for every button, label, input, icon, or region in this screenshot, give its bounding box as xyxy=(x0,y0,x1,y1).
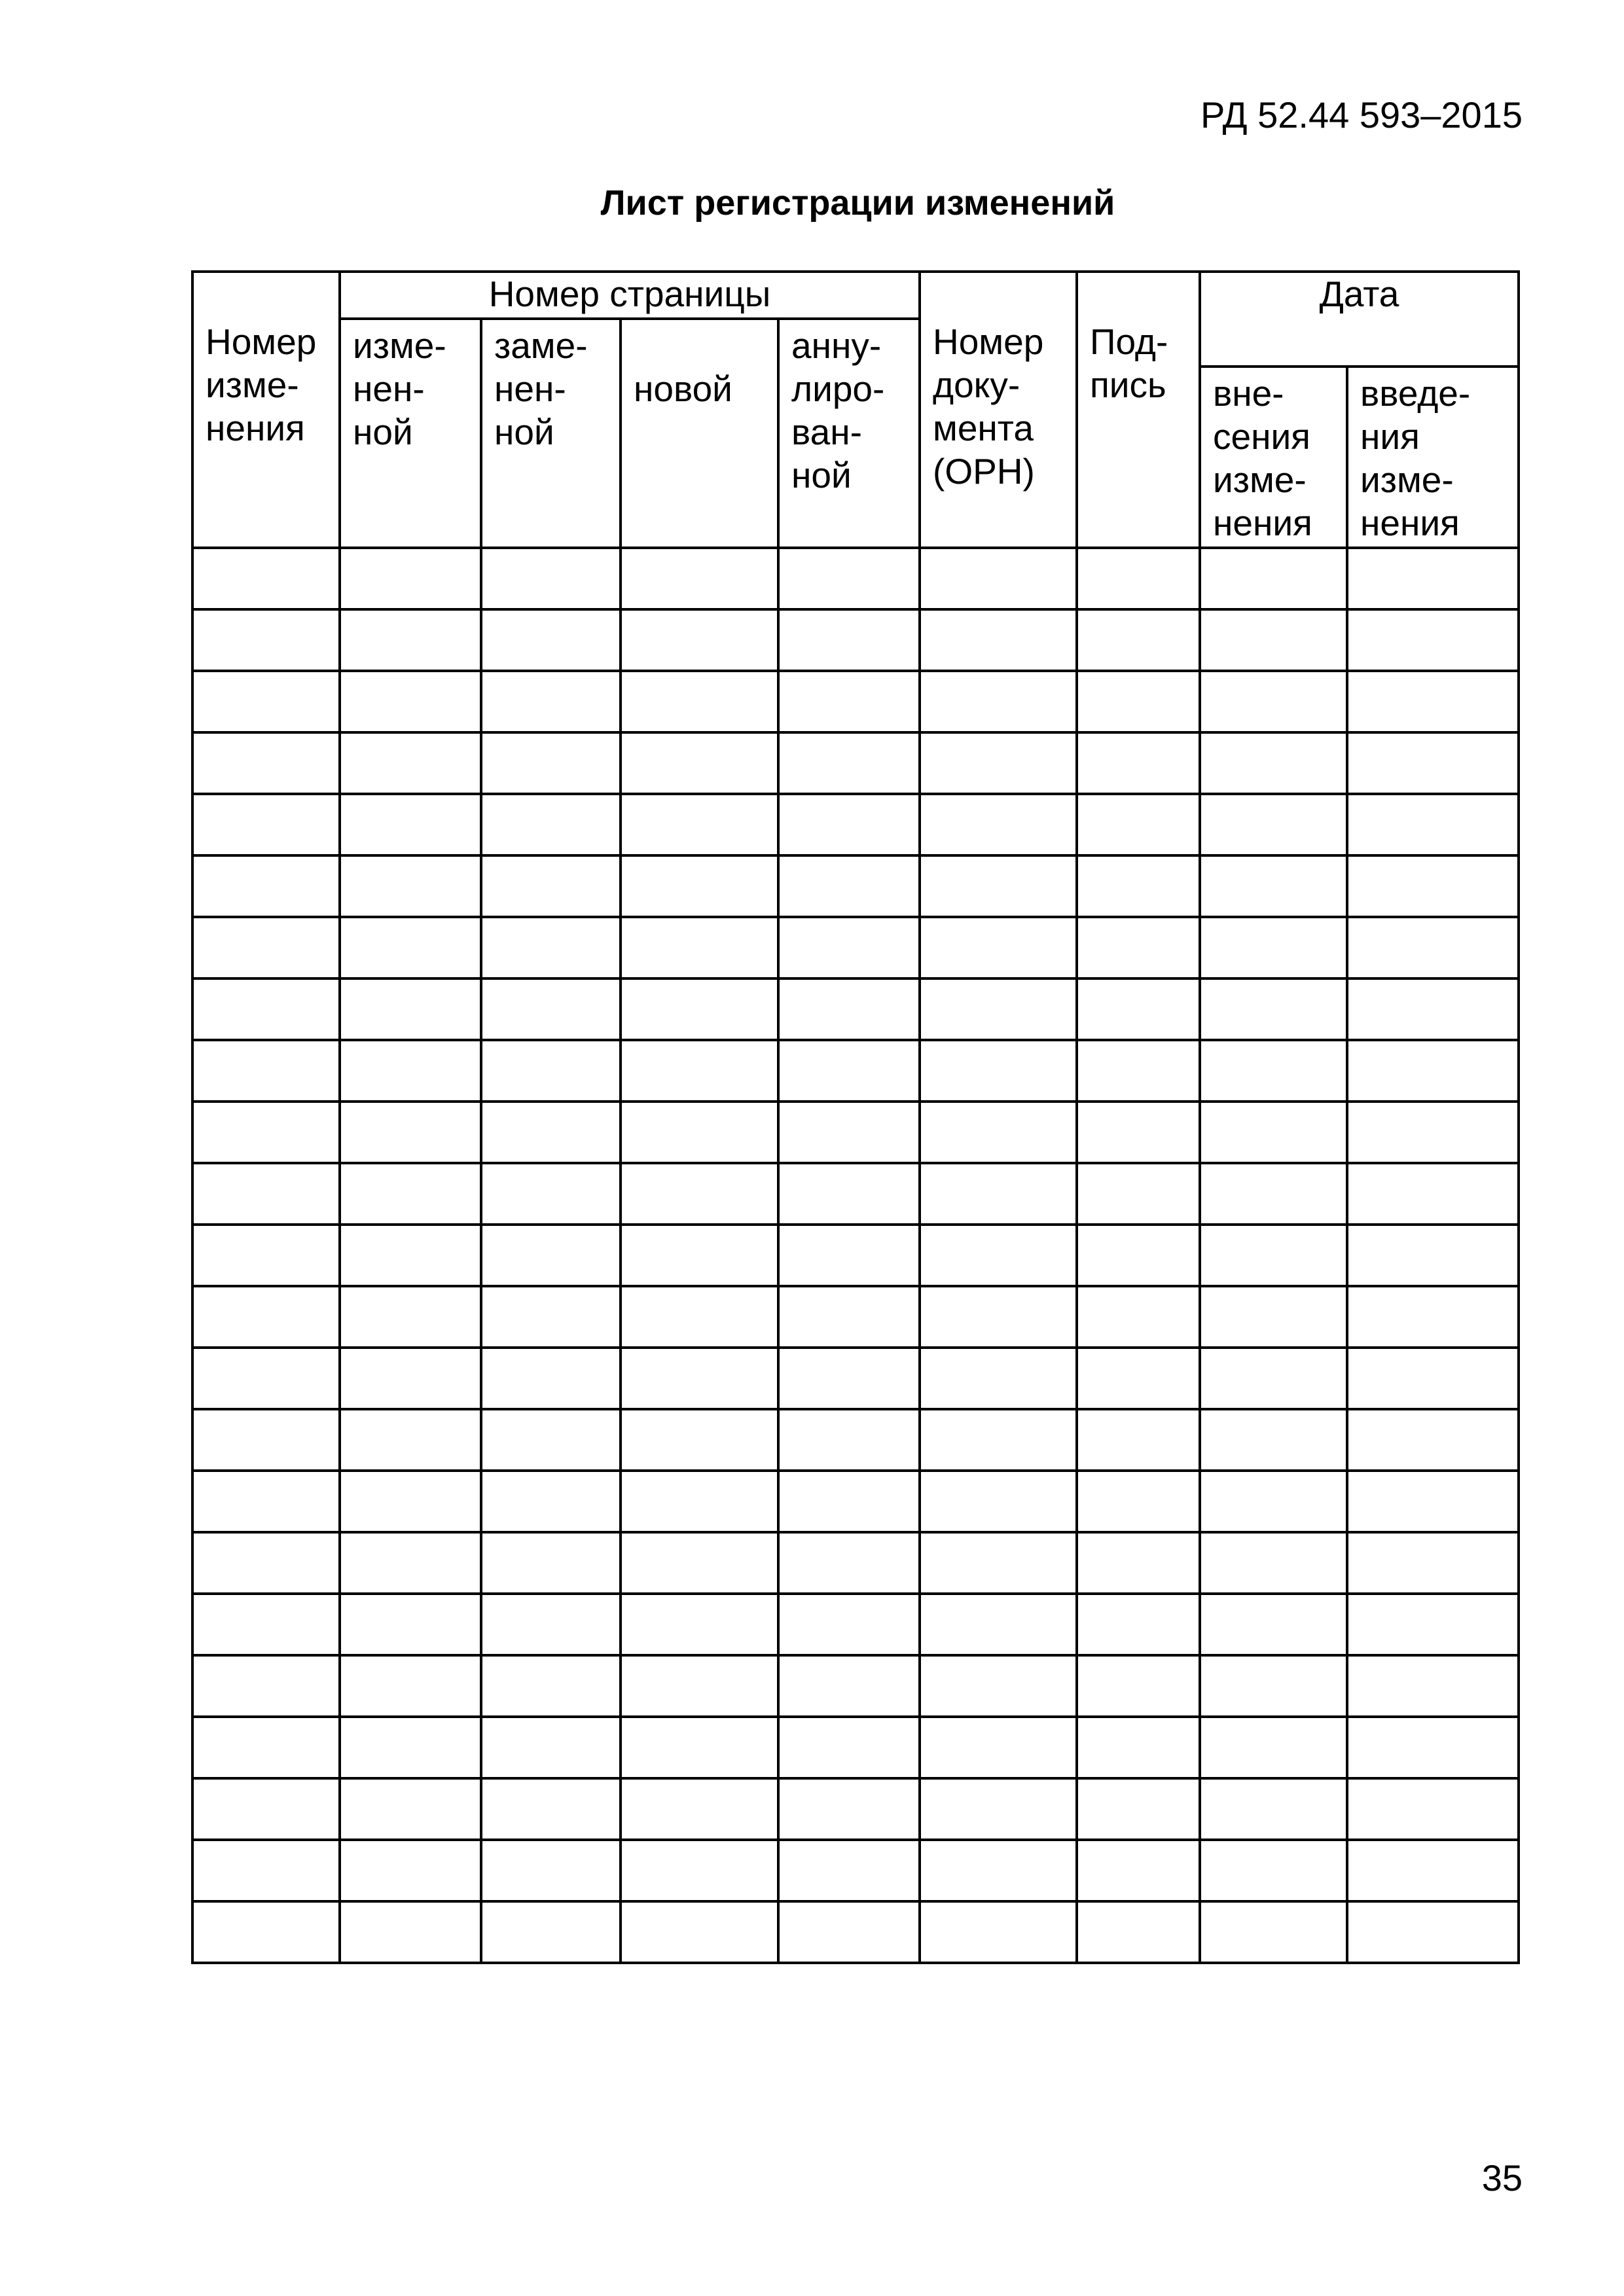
cell-date-effective xyxy=(1347,1040,1519,1102)
cell-change-number xyxy=(192,855,340,917)
cell-document-number xyxy=(920,1471,1077,1532)
cell-date-effective xyxy=(1347,671,1519,732)
cell-document-number xyxy=(920,1840,1077,1901)
cell-page-new xyxy=(621,1594,778,1655)
cell-page-new xyxy=(621,1409,778,1471)
cell-document-number xyxy=(920,917,1077,978)
cell-page-annulled xyxy=(778,609,920,671)
cell-change-number xyxy=(192,671,340,732)
cell-page-annulled xyxy=(778,1655,920,1717)
cell-page-replaced xyxy=(481,1594,621,1655)
cell-page-new xyxy=(621,1655,778,1717)
table-row xyxy=(192,1840,1519,1901)
header-date-entry: вне- сения изме- нения xyxy=(1200,367,1347,548)
cell-page-replaced xyxy=(481,1040,621,1102)
cell-signature xyxy=(1077,1163,1200,1225)
cell-signature xyxy=(1077,1286,1200,1348)
table-row xyxy=(192,732,1519,794)
cell-document-number xyxy=(920,1778,1077,1840)
cell-page-annulled xyxy=(778,548,920,609)
table-row xyxy=(192,917,1519,978)
cell-signature xyxy=(1077,1102,1200,1163)
cell-date-entry xyxy=(1200,1471,1347,1532)
cell-date-effective xyxy=(1347,1102,1519,1163)
cell-page-changed xyxy=(340,1655,481,1717)
cell-change-number xyxy=(192,1840,340,1901)
cell-page-annulled xyxy=(778,1348,920,1409)
cell-signature xyxy=(1077,794,1200,855)
cell-date-effective xyxy=(1347,794,1519,855)
cell-document-number xyxy=(920,1348,1077,1409)
cell-change-number xyxy=(192,1655,340,1717)
table-row xyxy=(192,1778,1519,1840)
cell-page-replaced xyxy=(481,1717,621,1778)
cell-page-new xyxy=(621,1040,778,1102)
cell-page-changed xyxy=(340,1532,481,1594)
cell-document-number xyxy=(920,1594,1077,1655)
cell-date-entry xyxy=(1200,609,1347,671)
cell-page-changed xyxy=(340,794,481,855)
header-page-annulled: анну- лиро- ван- ной xyxy=(778,319,920,548)
cell-date-effective xyxy=(1347,855,1519,917)
cell-date-entry xyxy=(1200,732,1347,794)
cell-page-replaced xyxy=(481,1348,621,1409)
cell-document-number xyxy=(920,1102,1077,1163)
table-row xyxy=(192,1717,1519,1778)
cell-signature xyxy=(1077,1901,1200,1963)
cell-page-new xyxy=(621,1717,778,1778)
cell-change-number xyxy=(192,732,340,794)
cell-page-annulled xyxy=(778,1040,920,1102)
cell-page-new xyxy=(621,855,778,917)
cell-page-changed xyxy=(340,1409,481,1471)
cell-signature xyxy=(1077,1717,1200,1778)
cell-page-new xyxy=(621,671,778,732)
cell-page-new xyxy=(621,1471,778,1532)
header-page-replaced: заме- нен- ной xyxy=(481,319,621,548)
cell-date-entry xyxy=(1200,1532,1347,1594)
cell-date-entry xyxy=(1200,1717,1347,1778)
cell-page-changed xyxy=(340,1840,481,1901)
cell-signature xyxy=(1077,1778,1200,1840)
cell-date-effective xyxy=(1347,732,1519,794)
table-row xyxy=(192,1102,1519,1163)
cell-date-entry xyxy=(1200,1901,1347,1963)
cell-date-effective xyxy=(1347,917,1519,978)
cell-page-annulled xyxy=(778,1532,920,1594)
cell-date-effective xyxy=(1347,1717,1519,1778)
table-row xyxy=(192,1163,1519,1225)
cell-date-entry xyxy=(1200,1778,1347,1840)
table-body xyxy=(192,548,1519,1963)
cell-change-number xyxy=(192,1471,340,1532)
cell-date-entry xyxy=(1200,1655,1347,1717)
cell-document-number xyxy=(920,609,1077,671)
cell-document-number xyxy=(920,1717,1077,1778)
cell-page-changed xyxy=(340,1286,481,1348)
header-page-new: новой xyxy=(621,319,778,548)
cell-document-number xyxy=(920,794,1077,855)
cell-change-number xyxy=(192,609,340,671)
cell-document-number xyxy=(920,855,1077,917)
cell-change-number xyxy=(192,1594,340,1655)
cell-page-new xyxy=(621,732,778,794)
cell-page-changed xyxy=(340,1901,481,1963)
cell-date-entry xyxy=(1200,671,1347,732)
cell-signature xyxy=(1077,671,1200,732)
cell-page-new xyxy=(621,1778,778,1840)
cell-date-entry xyxy=(1200,548,1347,609)
cell-page-annulled xyxy=(778,671,920,732)
cell-date-entry xyxy=(1200,1348,1347,1409)
cell-page-annulled xyxy=(778,1471,920,1532)
cell-document-number xyxy=(920,978,1077,1040)
cell-date-entry xyxy=(1200,1163,1347,1225)
cell-date-entry xyxy=(1200,1409,1347,1471)
cell-change-number xyxy=(192,548,340,609)
cell-signature xyxy=(1077,1594,1200,1655)
cell-page-changed xyxy=(340,1717,481,1778)
cell-page-replaced xyxy=(481,609,621,671)
cell-signature xyxy=(1077,1840,1200,1901)
cell-document-number xyxy=(920,1163,1077,1225)
cell-date-entry xyxy=(1200,1840,1347,1901)
cell-page-new xyxy=(621,1840,778,1901)
cell-page-replaced xyxy=(481,1286,621,1348)
cell-page-replaced xyxy=(481,1901,621,1963)
cell-page-new xyxy=(621,1286,778,1348)
header-page-changed: изме- нен- ной xyxy=(340,319,481,548)
cell-signature xyxy=(1077,1471,1200,1532)
cell-signature xyxy=(1077,978,1200,1040)
cell-page-replaced xyxy=(481,794,621,855)
cell-date-effective xyxy=(1347,548,1519,609)
page-number: 35 xyxy=(1481,2157,1523,2198)
cell-date-entry xyxy=(1200,1286,1347,1348)
cell-change-number xyxy=(192,1901,340,1963)
cell-change-number xyxy=(192,1717,340,1778)
cell-page-changed xyxy=(340,917,481,978)
cell-document-number xyxy=(920,671,1077,732)
cell-change-number xyxy=(192,1778,340,1840)
cell-page-annulled xyxy=(778,1225,920,1286)
cell-date-effective xyxy=(1347,1778,1519,1840)
cell-page-replaced xyxy=(481,1778,621,1840)
cell-change-number xyxy=(192,1040,340,1102)
cell-page-new xyxy=(621,794,778,855)
cell-document-number xyxy=(920,548,1077,609)
cell-page-changed xyxy=(340,1348,481,1409)
cell-page-new xyxy=(621,1225,778,1286)
table-row xyxy=(192,609,1519,671)
cell-page-new xyxy=(621,1348,778,1409)
cell-page-annulled xyxy=(778,1778,920,1840)
cell-page-replaced xyxy=(481,671,621,732)
header-page-number-group: Номер страницы xyxy=(340,272,920,319)
table-row xyxy=(192,548,1519,609)
cell-page-changed xyxy=(340,548,481,609)
cell-page-replaced xyxy=(481,1840,621,1901)
cell-page-changed xyxy=(340,1102,481,1163)
cell-date-effective xyxy=(1347,1471,1519,1532)
header-date-group: Дата xyxy=(1200,272,1519,367)
cell-date-effective xyxy=(1347,1286,1519,1348)
cell-date-entry xyxy=(1200,978,1347,1040)
cell-page-annulled xyxy=(778,1102,920,1163)
cell-signature xyxy=(1077,855,1200,917)
cell-signature xyxy=(1077,732,1200,794)
cell-page-annulled xyxy=(778,1840,920,1901)
document-code: РД 52.44 593–2015 xyxy=(1200,94,1523,135)
cell-page-new xyxy=(621,1163,778,1225)
cell-signature xyxy=(1077,1225,1200,1286)
cell-change-number xyxy=(192,1163,340,1225)
cell-page-replaced xyxy=(481,978,621,1040)
cell-date-effective xyxy=(1347,1594,1519,1655)
table-row xyxy=(192,855,1519,917)
table-row xyxy=(192,1040,1519,1102)
cell-change-number xyxy=(192,917,340,978)
cell-date-effective xyxy=(1347,1348,1519,1409)
table-row xyxy=(192,1286,1519,1348)
cell-document-number xyxy=(920,1655,1077,1717)
cell-date-effective xyxy=(1347,1532,1519,1594)
cell-date-entry xyxy=(1200,917,1347,978)
cell-date-effective xyxy=(1347,1225,1519,1286)
cell-signature xyxy=(1077,1409,1200,1471)
cell-signature xyxy=(1077,917,1200,978)
header-date-effective: введе- ния изме- нения xyxy=(1347,367,1519,548)
table-row xyxy=(192,1532,1519,1594)
table-row xyxy=(192,978,1519,1040)
cell-page-new xyxy=(621,548,778,609)
cell-document-number xyxy=(920,1901,1077,1963)
table-row xyxy=(192,1409,1519,1471)
cell-page-replaced xyxy=(481,1532,621,1594)
cell-page-replaced xyxy=(481,1655,621,1717)
cell-date-entry xyxy=(1200,1102,1347,1163)
cell-page-annulled xyxy=(778,978,920,1040)
cell-page-changed xyxy=(340,1594,481,1655)
cell-change-number xyxy=(192,1532,340,1594)
cell-document-number xyxy=(920,732,1077,794)
cell-page-annulled xyxy=(778,917,920,978)
cell-page-replaced xyxy=(481,1409,621,1471)
table-row xyxy=(192,1225,1519,1286)
cell-page-changed xyxy=(340,1471,481,1532)
table-row xyxy=(192,794,1519,855)
cell-document-number xyxy=(920,1532,1077,1594)
cell-date-effective xyxy=(1347,1163,1519,1225)
cell-page-changed xyxy=(340,609,481,671)
cell-page-changed xyxy=(340,1163,481,1225)
cell-date-entry xyxy=(1200,1225,1347,1286)
cell-date-entry xyxy=(1200,1040,1347,1102)
cell-page-changed xyxy=(340,732,481,794)
cell-page-replaced xyxy=(481,1471,621,1532)
page-title: Лист регистрации изменений xyxy=(600,183,1115,223)
cell-page-annulled xyxy=(778,1409,920,1471)
cell-page-annulled xyxy=(778,855,920,917)
cell-signature xyxy=(1077,1655,1200,1717)
cell-page-annulled xyxy=(778,1286,920,1348)
cell-date-effective xyxy=(1347,1840,1519,1901)
cell-page-replaced xyxy=(481,1163,621,1225)
table-row xyxy=(192,1594,1519,1655)
cell-page-annulled xyxy=(778,1163,920,1225)
cell-page-new xyxy=(621,1901,778,1963)
cell-page-replaced xyxy=(481,917,621,978)
cell-page-changed xyxy=(340,978,481,1040)
cell-date-entry xyxy=(1200,1594,1347,1655)
cell-page-new xyxy=(621,609,778,671)
cell-change-number xyxy=(192,978,340,1040)
cell-page-annulled xyxy=(778,1717,920,1778)
cell-page-changed xyxy=(340,1225,481,1286)
cell-date-effective xyxy=(1347,1901,1519,1963)
cell-change-number xyxy=(192,1102,340,1163)
header-document-number: Номер доку- мента (ОРН) xyxy=(920,272,1077,548)
cell-date-effective xyxy=(1347,1655,1519,1717)
cell-document-number xyxy=(920,1040,1077,1102)
cell-signature xyxy=(1077,548,1200,609)
cell-date-entry xyxy=(1200,855,1347,917)
table-row xyxy=(192,671,1519,732)
cell-change-number xyxy=(192,1286,340,1348)
cell-signature xyxy=(1077,609,1200,671)
cell-page-annulled xyxy=(778,732,920,794)
header-change-number: Номер изме- нения xyxy=(192,272,340,548)
cell-document-number xyxy=(920,1409,1077,1471)
cell-page-new xyxy=(621,917,778,978)
table-row xyxy=(192,1901,1519,1963)
cell-page-replaced xyxy=(481,732,621,794)
cell-page-changed xyxy=(340,855,481,917)
cell-page-replaced xyxy=(481,1102,621,1163)
cell-page-replaced xyxy=(481,1225,621,1286)
table-row xyxy=(192,1655,1519,1717)
cell-change-number xyxy=(192,1409,340,1471)
cell-date-effective xyxy=(1347,978,1519,1040)
cell-change-number xyxy=(192,1348,340,1409)
cell-change-number xyxy=(192,1225,340,1286)
cell-date-effective xyxy=(1347,609,1519,671)
cell-page-new xyxy=(621,978,778,1040)
cell-page-changed xyxy=(340,1778,481,1840)
table-row xyxy=(192,1348,1519,1409)
header-signature: Под- пись xyxy=(1077,272,1200,548)
cell-page-changed xyxy=(340,1040,481,1102)
cell-date-entry xyxy=(1200,794,1347,855)
table-row xyxy=(192,1471,1519,1532)
cell-page-new xyxy=(621,1102,778,1163)
cell-page-new xyxy=(621,1532,778,1594)
cell-page-changed xyxy=(340,671,481,732)
cell-page-annulled xyxy=(778,794,920,855)
cell-signature xyxy=(1077,1040,1200,1102)
cell-page-replaced xyxy=(481,855,621,917)
cell-document-number xyxy=(920,1286,1077,1348)
cell-page-replaced xyxy=(481,548,621,609)
cell-change-number xyxy=(192,794,340,855)
cell-date-effective xyxy=(1347,1409,1519,1471)
change-registration-table xyxy=(191,270,1520,1964)
cell-page-annulled xyxy=(778,1594,920,1655)
cell-page-annulled xyxy=(778,1901,920,1963)
cell-signature xyxy=(1077,1348,1200,1409)
cell-signature xyxy=(1077,1532,1200,1594)
cell-document-number xyxy=(920,1225,1077,1286)
